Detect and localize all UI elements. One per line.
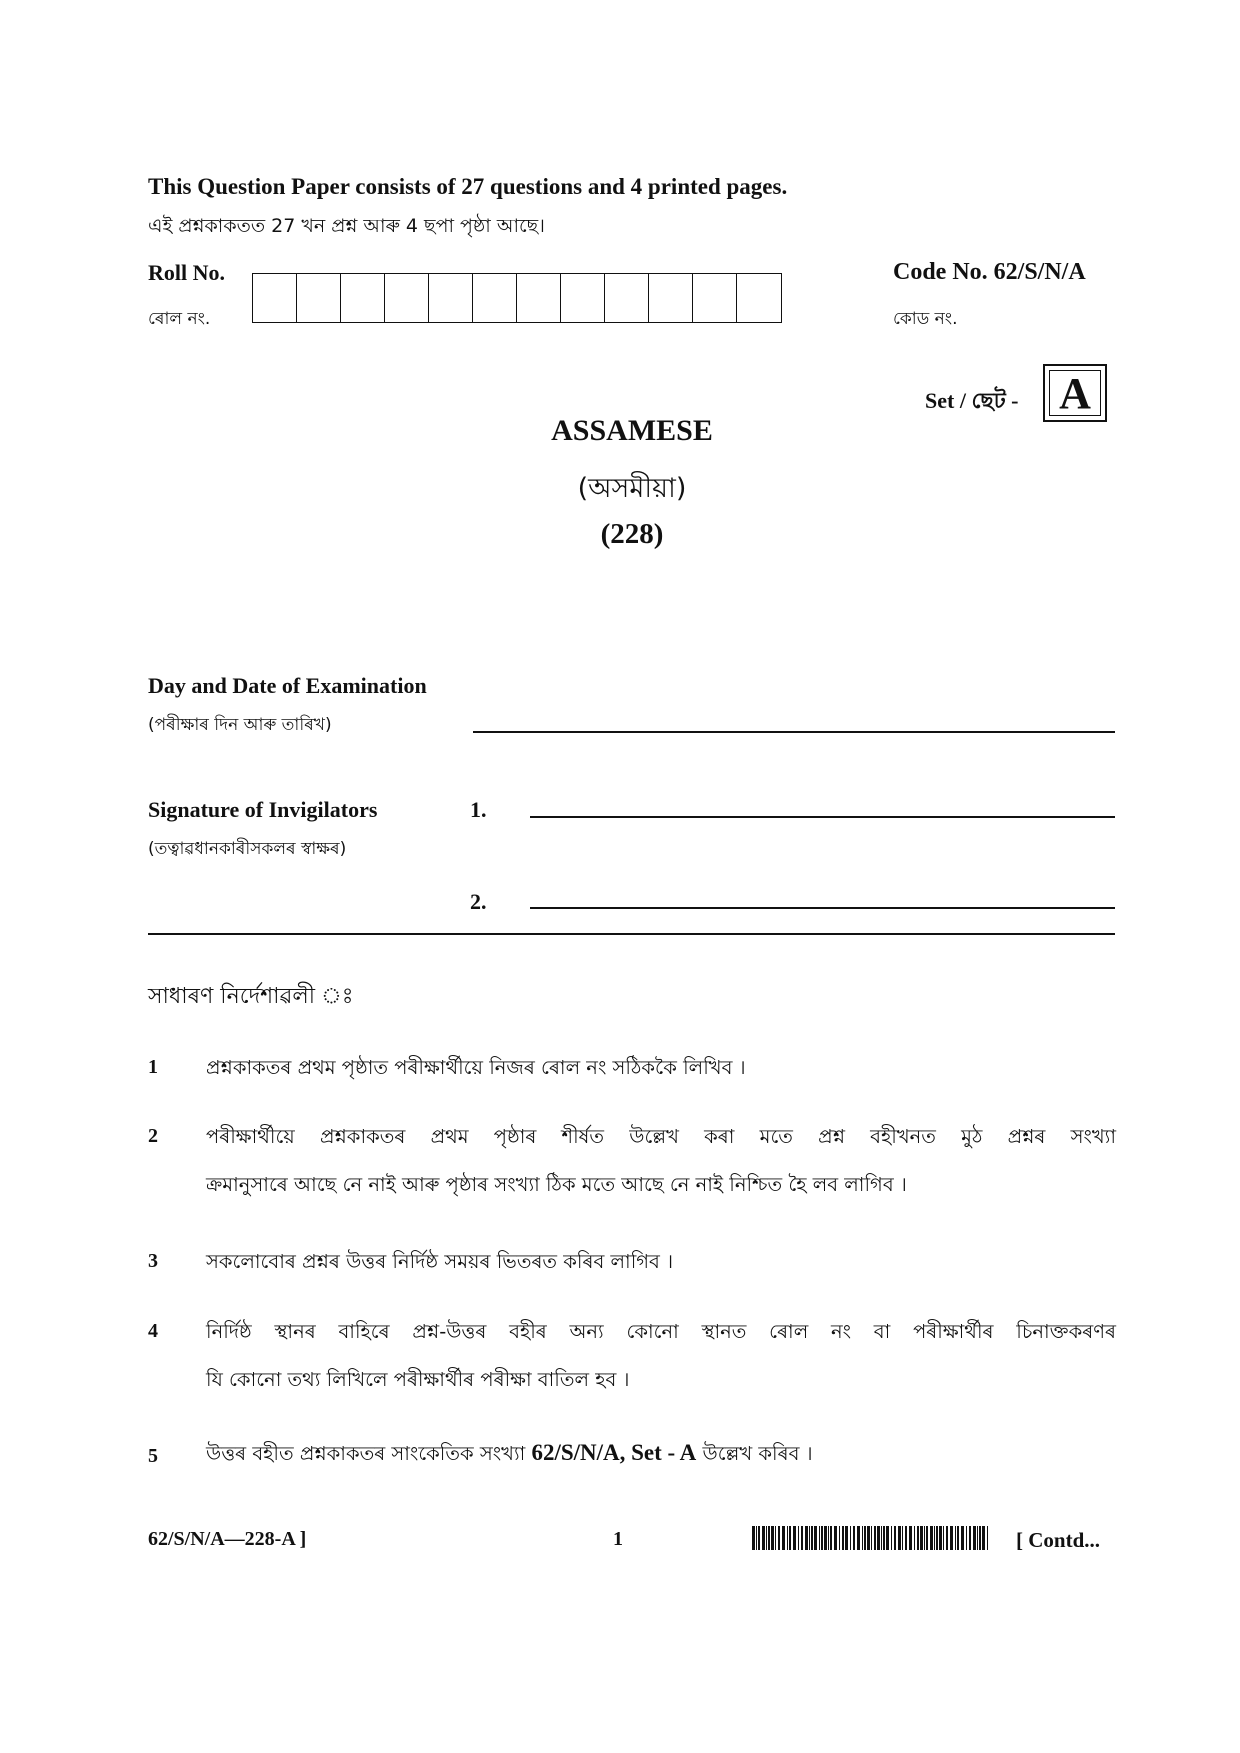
barcode-bar: [828, 1526, 829, 1550]
paper-info-english: This Question Paper consists of 27 questions and 4 printed pages.: [148, 174, 788, 199]
invigilator-2-number: 2.: [470, 889, 487, 914]
barcode-bar: [752, 1526, 755, 1550]
barcode-bar: [789, 1526, 791, 1550]
roll-number-box: [253, 274, 297, 322]
barcode-bar: [857, 1526, 860, 1550]
continued-marker: [ Contd...: [1016, 1528, 1101, 1552]
barcode-bar: [943, 1526, 944, 1550]
barcode-bar: [845, 1526, 848, 1550]
barcode-bar: [936, 1526, 938, 1550]
barcode-bar: [881, 1526, 882, 1550]
barcode-bar: [914, 1526, 915, 1550]
barcode-bar: [775, 1526, 776, 1550]
barcode-bar: [758, 1526, 760, 1550]
barcode-icon: [752, 1526, 992, 1550]
roll-number-box: [605, 274, 649, 322]
barcode-bar: [874, 1526, 876, 1550]
code-number-label: Code No. 62/S/N/A: [893, 259, 1086, 285]
roll-number-box: [341, 274, 385, 322]
barcode-bar: [778, 1526, 780, 1550]
barcode-bar: [979, 1526, 981, 1550]
roll-number-boxes: [252, 273, 782, 323]
barcode-bar: [756, 1526, 757, 1550]
roll-number-label-assamese: ৰোল নং.: [148, 309, 211, 329]
barcode-bar: [839, 1526, 840, 1550]
barcode-bar: [930, 1526, 933, 1550]
barcode-bar: [917, 1526, 919, 1550]
barcode-bar: [877, 1526, 880, 1550]
barcode-bar: [902, 1526, 903, 1550]
barcode-bar: [814, 1526, 817, 1550]
barcode-bar: [842, 1526, 844, 1550]
roll-number-box: [473, 274, 517, 322]
invigilator-1-line: [530, 816, 1115, 818]
roll-number-box: [429, 274, 473, 322]
invigilator-2-line: [530, 907, 1115, 909]
barcode-bar: [805, 1526, 808, 1550]
barcode-bar: [834, 1526, 837, 1550]
barcode-bar: [771, 1526, 774, 1550]
barcode-bar: [973, 1526, 976, 1550]
barcode-bar: [926, 1526, 928, 1550]
subject-code: (228): [600, 518, 664, 550]
barcode-bar: [982, 1526, 985, 1550]
roll-number-box: [385, 274, 429, 322]
barcode-bar: [809, 1526, 810, 1550]
roll-number-box: [297, 274, 341, 322]
roll-number-box: [649, 274, 693, 322]
set-value: A: [1049, 370, 1101, 416]
instruction-5-post: উল্লেখ কৰিব ।: [702, 1442, 813, 1465]
barcode-bar: [957, 1526, 959, 1550]
instruction-text: যি কোনো তথ্য লিখিলে পৰীক্ষাৰ্থীৰ পৰীক্ষা বাতিল হব ।: [206, 1368, 630, 1391]
instruction-number: 5: [148, 1445, 158, 1467]
barcode-bar: [801, 1526, 803, 1550]
barcode-bar: [766, 1526, 767, 1550]
barcode-bar: [898, 1526, 901, 1550]
barcode-bar: [894, 1526, 896, 1550]
barcode-bar: [886, 1526, 889, 1550]
barcode-bar: [966, 1526, 967, 1550]
barcode-bar: [987, 1526, 988, 1550]
section-divider: [148, 933, 1115, 935]
page-number: 1: [613, 1528, 623, 1550]
barcode-bar: [950, 1526, 953, 1550]
barcode-bar: [920, 1526, 923, 1550]
instruction-text: ক্ৰমানুসাৰে আছে নে নাই আৰু পৃষ্ঠাৰ সংখ্যা ঠিক মতে আছে নে নাই নিশ্চিত হৈ লব লাগিব ।: [206, 1173, 907, 1196]
barcode-bar: [853, 1526, 855, 1550]
general-instructions-title: সাধাৰণ নিৰ্দেশাৱলী ঃ: [148, 984, 354, 1009]
barcode-bar: [830, 1526, 832, 1550]
roll-number-box: [517, 274, 561, 322]
barcode-bar: [864, 1526, 866, 1550]
roll-number-label: Roll No.: [148, 260, 225, 285]
instruction-number: 4: [148, 1320, 158, 1342]
paper-info-assamese: এই প্ৰশ্নকাকতত 27 খন প্ৰশ্ন আৰু 4 ছপা পৃষ্ঠা আছে।: [148, 215, 545, 237]
barcode-bar: [798, 1526, 799, 1550]
instruction-number: 3: [148, 1250, 158, 1272]
barcode-bar: [934, 1526, 935, 1550]
barcode-bar: [955, 1526, 956, 1550]
barcode-bar: [824, 1526, 827, 1550]
barcode-bar: [819, 1526, 820, 1550]
barcode-bar: [787, 1526, 788, 1550]
barcode-bar: [883, 1526, 885, 1550]
barcode-bar: [961, 1526, 964, 1550]
barcode-bar: [867, 1526, 870, 1550]
instruction-text: নিৰ্দিষ্ঠ স্থানৰ বাহিৰে প্ৰশ্ন-উত্তৰ বহীৰ অন্য কোনো স্থানত ৰোল নং বা পৰীক্ষাৰ্থীৰ চিনাক্তকৰণৰ: [206, 1320, 1116, 1343]
barcode-bar: [811, 1526, 813, 1550]
instruction-text: [206, 1440, 1116, 1472]
invigilator-signature-label: Signature of Invigilators: [148, 797, 378, 822]
barcode-bar: [862, 1526, 863, 1550]
barcode-bar: [969, 1526, 971, 1550]
exam-date-line: [473, 731, 1115, 733]
barcode-bar: [768, 1526, 770, 1550]
instruction-text: পৰীক্ষাৰ্থীয়ে প্ৰশ্নকাকতৰ প্ৰথম পৃষ্ঠাৰ শীৰ্ষত উল্লেখ কৰা মতে প্ৰশ্ন বহীখনত মুঠ প্ৰশ্নৰ সংখ্যা: [206, 1125, 1116, 1148]
invigilator-1-number: 1.: [470, 797, 487, 822]
exam-date-label-assamese: (পৰীক্ষাৰ দিন আৰু তাৰিখ): [148, 715, 332, 735]
roll-number-box: [561, 274, 605, 322]
barcode-bar: [871, 1526, 872, 1550]
footer-paper-code: 62/S/N/A—228-A ]: [148, 1528, 307, 1550]
barcode-bar: [782, 1526, 785, 1550]
subject-title: ASSAMESE: [551, 414, 713, 447]
roll-number-box: [693, 274, 737, 322]
barcode-bar: [924, 1526, 925, 1550]
instruction-5-code: 62/S/N/A, Set - A: [531, 1440, 697, 1465]
instruction-text: সকলোবোৰ প্ৰশ্নৰ উত্তৰ নিৰ্দিষ্ঠ সময়ৰ ভিতৰত কৰিব লাগিব ।: [206, 1250, 674, 1273]
instruction-number: 2: [148, 1125, 158, 1147]
roll-number-box: [737, 274, 781, 322]
instruction-text: প্ৰশ্নকাকতৰ প্ৰথম পৃষ্ঠাত পৰীক্ষাৰ্থীয়ে নিজৰ ৰোল নং সঠিককৈ লিখিব ।: [206, 1056, 746, 1079]
barcode-bar: [850, 1526, 851, 1550]
subject-title-assamese: (অসমীয়া): [577, 473, 687, 504]
barcode-bar: [946, 1526, 948, 1550]
set-label: Set / ছেট -: [925, 388, 1019, 413]
barcode-bar: [939, 1526, 942, 1550]
barcode-bar: [793, 1526, 796, 1550]
barcode-bar: [977, 1526, 978, 1550]
code-number-label-assamese: কোড নং.: [893, 309, 958, 329]
invigilator-signature-label-assamese: (তত্বাৱধানকাৰীসকলৰ স্বাক্ষৰ): [148, 839, 347, 859]
instruction-5-pre: উত্তৰ বহীত প্ৰশ্নকাকতৰ সাংকেতিক সংখ্যা: [206, 1442, 526, 1465]
barcode-bar: [762, 1526, 765, 1550]
barcode-bar: [891, 1526, 892, 1550]
barcode-bar: [909, 1526, 912, 1550]
instruction-number: 1: [148, 1056, 158, 1078]
barcode-bar: [821, 1526, 823, 1550]
barcode-bar: [905, 1526, 907, 1550]
exam-date-label: Day and Date of Examination: [148, 673, 427, 698]
